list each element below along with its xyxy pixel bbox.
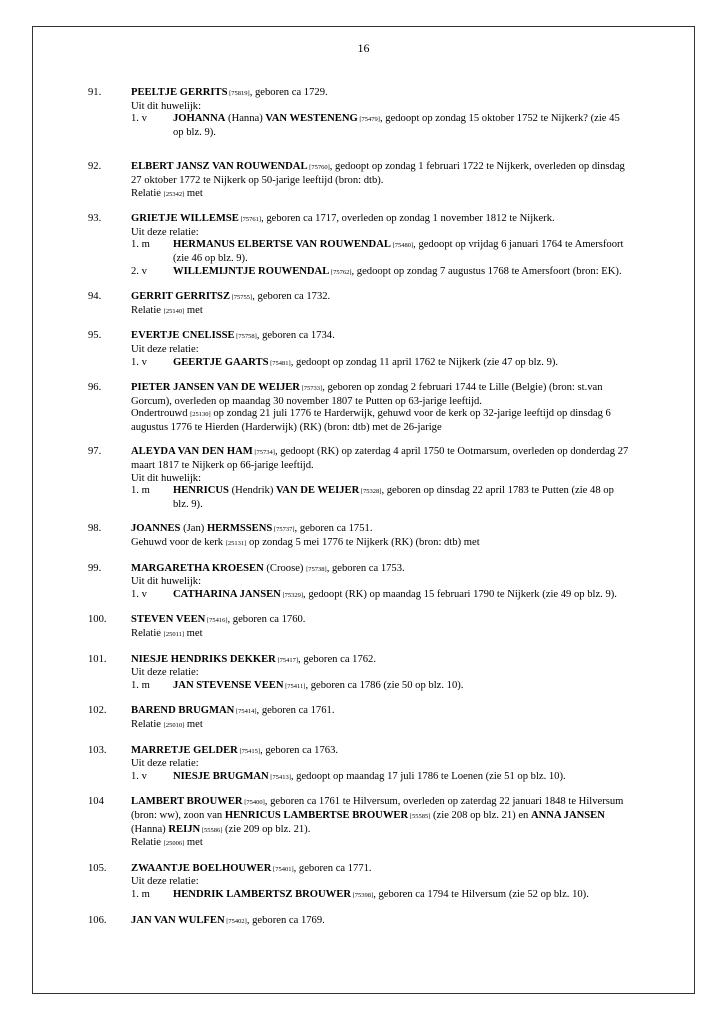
child-label: 1. v <box>131 356 147 368</box>
record-id: [75400] <box>242 799 265 807</box>
entry-number: 100. <box>88 614 107 626</box>
text-run: Uit deze relatie: <box>131 876 199 888</box>
entry-line <box>131 537 631 551</box>
entry-body <box>131 523 631 550</box>
genealogy-entry <box>0 796 727 850</box>
entry-line <box>131 101 631 114</box>
entry-body <box>131 654 631 694</box>
text-run: , gedoopt op maandag 17 juli 1786 te Loenen (zie 51 op blz. 10). <box>290 770 566 782</box>
child-label: 1. m <box>131 485 150 497</box>
record-id: [75760] <box>307 164 330 172</box>
record-id: [25011] <box>163 631 184 638</box>
text-run: Uit deze relatie: <box>131 667 199 679</box>
text-run: Relatie <box>131 628 164 639</box>
child-entry <box>131 266 631 280</box>
child-label: 1. m <box>131 679 150 691</box>
genealogy-entry <box>0 745 727 785</box>
person-name: HENDRIK LAMBERTSZ BROUWER <box>173 888 351 900</box>
text-run: Gehuwd voor de kerk <box>131 537 226 549</box>
genealogy-entry <box>0 863 727 903</box>
record-id: [25342] <box>163 190 185 198</box>
entry-body <box>131 382 631 434</box>
child-text <box>173 771 631 785</box>
record-id: [75481] <box>268 359 291 367</box>
person-name: WILLEMIJNTJE ROUWENDAL <box>173 265 330 277</box>
person-name: ANNA JANSEN <box>531 809 605 821</box>
entry-body <box>131 161 631 201</box>
child-entry <box>131 113 631 139</box>
entry-line <box>131 915 631 929</box>
text-run: , gedoopt op zondag 15 oktober 1752 te Nijkerk? (zie 45 op blz. 9). <box>173 113 620 138</box>
genealogy-entry <box>0 446 727 511</box>
record-id: [75737] <box>272 526 295 534</box>
entry-body <box>131 87 631 139</box>
record-id: [25006] <box>163 840 185 848</box>
child-entry <box>131 680 631 694</box>
entry-body <box>131 796 631 850</box>
genealogy-entries <box>0 87 727 940</box>
text-run: op zondag 5 mei 1776 te Nijkerk (RK) (bron: dtb) met <box>246 537 480 549</box>
text-run: , geboren ca 1761. <box>256 705 335 717</box>
entry-body <box>131 745 631 785</box>
entry-line <box>131 227 631 240</box>
text-run: , geboren op dinsdag 22 april 1783 te Putten (zie 48 op blz. 9). <box>173 485 614 510</box>
child-entry <box>131 485 631 511</box>
entry-body <box>131 446 631 511</box>
record-id: [75761] <box>238 216 262 224</box>
child-text <box>173 889 631 903</box>
person-name: PEELTJE GERRITS <box>131 87 228 98</box>
entry-line <box>131 719 631 733</box>
child-label: 1. m <box>131 239 150 251</box>
entry-number: 97. <box>88 446 102 458</box>
text-run: , geboren ca 1794 te Hilversum (zie 52 op blz. 10). <box>373 888 589 900</box>
child-label: 1. m <box>131 888 150 900</box>
entry-number: 95. <box>88 330 102 342</box>
child-label: 1. v <box>131 588 147 600</box>
record-id: [75413] <box>268 773 291 781</box>
text-run: , geboren ca 1761 te Hilversum, overleden op zaterdag 22 januari 1848 te Hilversum (bron: ww), zoon van <box>131 796 624 821</box>
record-id: [75819] <box>227 90 250 97</box>
text-run: , geboren ca 1753. <box>326 562 405 574</box>
child-entry <box>131 589 631 603</box>
text-run: (Croose) <box>263 562 307 574</box>
child-label: 1. v <box>131 113 147 125</box>
record-id: [25140] <box>163 307 185 315</box>
text-run: , geboren ca 1769. <box>246 914 325 926</box>
text-run: , geboren ca 1729. <box>249 87 328 98</box>
entry-line <box>131 408 631 434</box>
child-label: 2. v <box>131 265 147 277</box>
entry-body <box>131 863 631 903</box>
person-name: VAN DE WEIJER <box>276 485 360 497</box>
child-entry <box>131 771 631 785</box>
genealogy-entry <box>0 614 727 641</box>
person-name: STEVEN VEEN <box>131 614 206 626</box>
text-run: Uit dit huwelijk: <box>131 472 202 484</box>
text-run: , gedoopt op zondag 11 april 1762 te Nijkerk (zie 47 op blz. 9). <box>290 356 559 368</box>
text-run: (Hanna) <box>225 113 266 125</box>
text-run: , geboren ca 1717, overleden op zondag 1 november 1812 te Nijkerk. <box>261 213 555 225</box>
record-id: [75398] <box>350 891 374 899</box>
record-id: [75738] <box>306 565 327 573</box>
entry-line <box>131 213 631 227</box>
person-name: GRIETJE WILLEMSE <box>131 213 239 225</box>
text-run: met <box>184 187 203 199</box>
text-run: (Jan) <box>180 523 207 535</box>
child-text <box>173 680 631 694</box>
entry-line <box>131 523 631 537</box>
entry-line <box>131 305 631 319</box>
genealogy-entry <box>0 213 727 279</box>
entry-line <box>131 705 631 719</box>
record-id: [75414] <box>234 708 257 716</box>
record-id: [55586] <box>200 826 223 834</box>
entry-number: 92. <box>88 161 102 173</box>
child-entry <box>131 357 631 371</box>
child-entry <box>131 889 631 903</box>
text-run: , geboren ca 1786 (zie 50 op blz. 10). <box>305 679 464 691</box>
person-name: JOANNES <box>131 523 181 535</box>
person-name: GEERTJE GAARTS <box>173 356 269 368</box>
text-run: , geboren ca 1760. <box>227 614 306 626</box>
person-name: HENRICUS LAMBERTSE BROUWER <box>224 809 409 821</box>
person-name: JAN VAN WULFEN <box>131 914 225 926</box>
record-id: [75415] <box>237 747 261 755</box>
entry-line <box>131 745 631 759</box>
text-run: Ondertrouwd <box>131 408 191 420</box>
text-run: , gedoopt (RK) op maandag 15 februari 1790 te Nijkerk (zie 49 op blz. 9). <box>303 588 617 600</box>
person-name: HENRICUS <box>173 485 229 497</box>
person-name: ALEYDA VAN DEN HAM <box>131 446 253 458</box>
text-run: Relatie <box>131 304 164 316</box>
record-id: [75733] <box>299 385 323 393</box>
person-name: CATHARINA JANSEN <box>173 588 281 600</box>
person-name: VAN WESTENENG <box>265 113 358 125</box>
entry-line <box>131 837 631 851</box>
text-run: (zie 208 op blz. 21) en <box>430 809 531 821</box>
record-id: [75758] <box>234 333 257 341</box>
genealogy-entry <box>0 382 727 434</box>
genealogy-entry <box>0 87 727 139</box>
entry-number: 93. <box>88 213 102 225</box>
genealogy-entry <box>0 291 727 318</box>
entry-line <box>131 614 631 628</box>
record-id: [75328] <box>359 488 382 496</box>
entry-line <box>131 628 631 642</box>
text-run: Relatie <box>131 837 164 849</box>
record-id: [75417] <box>275 656 299 664</box>
entry-line <box>131 87 631 101</box>
person-name: NIESJE HENDRIKS DEKKER <box>131 653 276 665</box>
record-id: [75329] <box>280 591 304 599</box>
entry-number: 96. <box>88 382 102 394</box>
entry-body <box>131 213 631 279</box>
genealogy-entry <box>0 563 727 603</box>
record-id: [75479] <box>357 116 380 124</box>
person-name: HERMANUS ELBERTSE VAN ROUWENDAL <box>173 239 391 251</box>
genealogy-entry <box>0 654 727 694</box>
text-run: , geboren ca 1771. <box>293 862 372 874</box>
entry-line <box>131 344 631 357</box>
record-id: [75402] <box>224 917 247 925</box>
entry-line <box>131 382 631 408</box>
record-id: [75480] <box>390 242 414 250</box>
person-name: GERRIT GERRITSZ <box>131 291 231 303</box>
record-id: [75755] <box>230 294 253 302</box>
entry-number: 103. <box>88 744 107 756</box>
entry-number: 101. <box>88 653 107 665</box>
text-run: , geboren ca 1763. <box>260 744 339 756</box>
entry-number: 99. <box>88 562 102 574</box>
entry-number: 106. <box>88 914 107 926</box>
person-name: MARRETJE GELDER <box>131 744 238 756</box>
text-run: Relatie <box>131 187 164 199</box>
entry-line <box>131 291 631 305</box>
entry-number: 94. <box>88 291 102 303</box>
entry-line <box>131 563 631 577</box>
text-run: met <box>184 628 203 639</box>
entry-line <box>131 576 631 589</box>
child-label: 1. v <box>131 770 147 782</box>
entry-line <box>131 330 631 344</box>
child-text <box>173 357 631 371</box>
person-name: EVERTJE CNELISSE <box>131 330 235 342</box>
person-name: PIETER JANSEN VAN DE WEIJER <box>131 382 300 394</box>
child-text <box>173 239 631 265</box>
entry-body <box>131 614 631 641</box>
entry-line <box>131 188 631 202</box>
text-run: Uit dit huwelijk: <box>131 100 202 112</box>
entry-line <box>131 667 631 680</box>
entry-line <box>131 796 631 837</box>
text-run: met <box>184 304 203 316</box>
entry-number: 98. <box>88 523 102 535</box>
text-run: (zie 209 op blz. 21). <box>222 823 311 835</box>
text-run: (Hendrik) <box>228 485 277 497</box>
child-text <box>173 266 631 280</box>
record-id: [75416] <box>205 617 228 625</box>
record-id: [75401] <box>271 865 294 873</box>
entry-body <box>131 563 631 603</box>
person-name: REIJN <box>168 823 201 835</box>
genealogy-entry <box>0 161 727 201</box>
text-run: , gedoopt (RK) op zaterdag 4 april 1750 te Ootmarsum, overleden op donderdag 27 maart 1817 te Nijkerk op 66-jarige leeftijd. <box>131 446 629 472</box>
genealogy-entry <box>0 523 727 550</box>
entry-number: 102. <box>88 705 107 717</box>
record-id: [75762] <box>329 268 352 276</box>
text-run: , geboren ca 1762. <box>298 653 376 665</box>
person-name: ELBERT JANSZ VAN ROUWENDAL <box>131 161 308 173</box>
person-name: JAN STEVENSE VEEN <box>173 679 284 691</box>
text-run: , geboren ca 1751. <box>294 523 373 535</box>
entry-number: 104 <box>88 796 104 808</box>
genealogy-entry <box>0 705 727 732</box>
record-id: [75734] <box>252 449 275 457</box>
child-text <box>173 589 631 603</box>
text-run: met <box>184 718 203 730</box>
child-text <box>173 113 631 139</box>
genealogy-entry <box>0 915 727 929</box>
person-name: NIESJE BRUGMAN <box>173 770 269 782</box>
record-id: [25010] <box>163 721 185 729</box>
entry-body <box>131 330 631 370</box>
person-name: HERMSSENS <box>206 523 273 535</box>
entry-line <box>131 446 631 472</box>
genealogy-entry <box>0 330 727 370</box>
entry-line <box>131 161 631 187</box>
text-run: , geboren ca 1732. <box>252 291 331 303</box>
text-run: Uit dit huwelijk: <box>131 576 202 588</box>
record-id: [75411] <box>283 682 306 690</box>
entry-body <box>131 291 631 318</box>
page-number: 16 <box>357 41 370 55</box>
person-name: LAMBERT BROUWER <box>131 796 243 808</box>
text-run: op zondag 21 juli 1776 te Harderwijk, gehuwd voor de kerk op 32-jarige leeftijd op dinsdag 6 augustus 1776 te Hierden (Harderwijk) (RK) (bron: dtb) met de 26-jarige <box>131 408 611 433</box>
person-name: MARGARETHA KROESEN <box>131 562 264 574</box>
person-name: ZWAANTJE BOELHOUWER <box>131 862 272 874</box>
text-run: , gedoopt op vrijdag 6 januari 1764 te Amersfoort (zie 46 op blz. 9). <box>173 239 624 264</box>
text-run: (Hanna) <box>131 823 169 835</box>
text-run: Uit deze relatie: <box>131 226 199 238</box>
entry-line <box>131 863 631 877</box>
text-run: , geboren op zondag 2 februari 1744 te Lille (Belgie) (bron: st.van Gorcum), overleden op maandag 30 november 1807 te Putten op 63-jarige leeftijd. <box>131 382 603 407</box>
text-run: met <box>184 837 203 849</box>
entry-line <box>131 758 631 771</box>
entry-number: 105. <box>88 862 107 874</box>
text-run: Uit deze relatie: <box>131 758 199 770</box>
record-id: [55585] <box>408 812 431 820</box>
text-run: Uit deze relatie: <box>131 343 199 355</box>
text-run: , gedoopt op zondag 1 februari 1722 te Nijkerk, overleden op dinsdag 27 oktober 1772 te Nijkerk op 50-jarige leeftijd (bron: dtb). <box>131 161 625 186</box>
record-id: [25130] <box>190 411 211 419</box>
text-run: , gedoopt op zondag 7 augustus 1768 te Amersfoort (bron: EK). <box>351 265 622 277</box>
entry-line <box>131 876 631 889</box>
person-name: JOHANNA <box>173 113 226 125</box>
text-run: , geboren ca 1734. <box>256 330 335 342</box>
text-run: Relatie <box>131 718 164 730</box>
child-text <box>173 485 631 511</box>
entry-body <box>131 915 631 929</box>
entry-body <box>131 705 631 732</box>
entry-line <box>131 654 631 668</box>
entry-number: 91. <box>88 87 102 98</box>
entry-line <box>131 473 631 486</box>
person-name: BAREND BRUGMAN <box>131 705 235 717</box>
child-entry <box>131 239 631 265</box>
record-id: [25131] <box>225 540 247 548</box>
